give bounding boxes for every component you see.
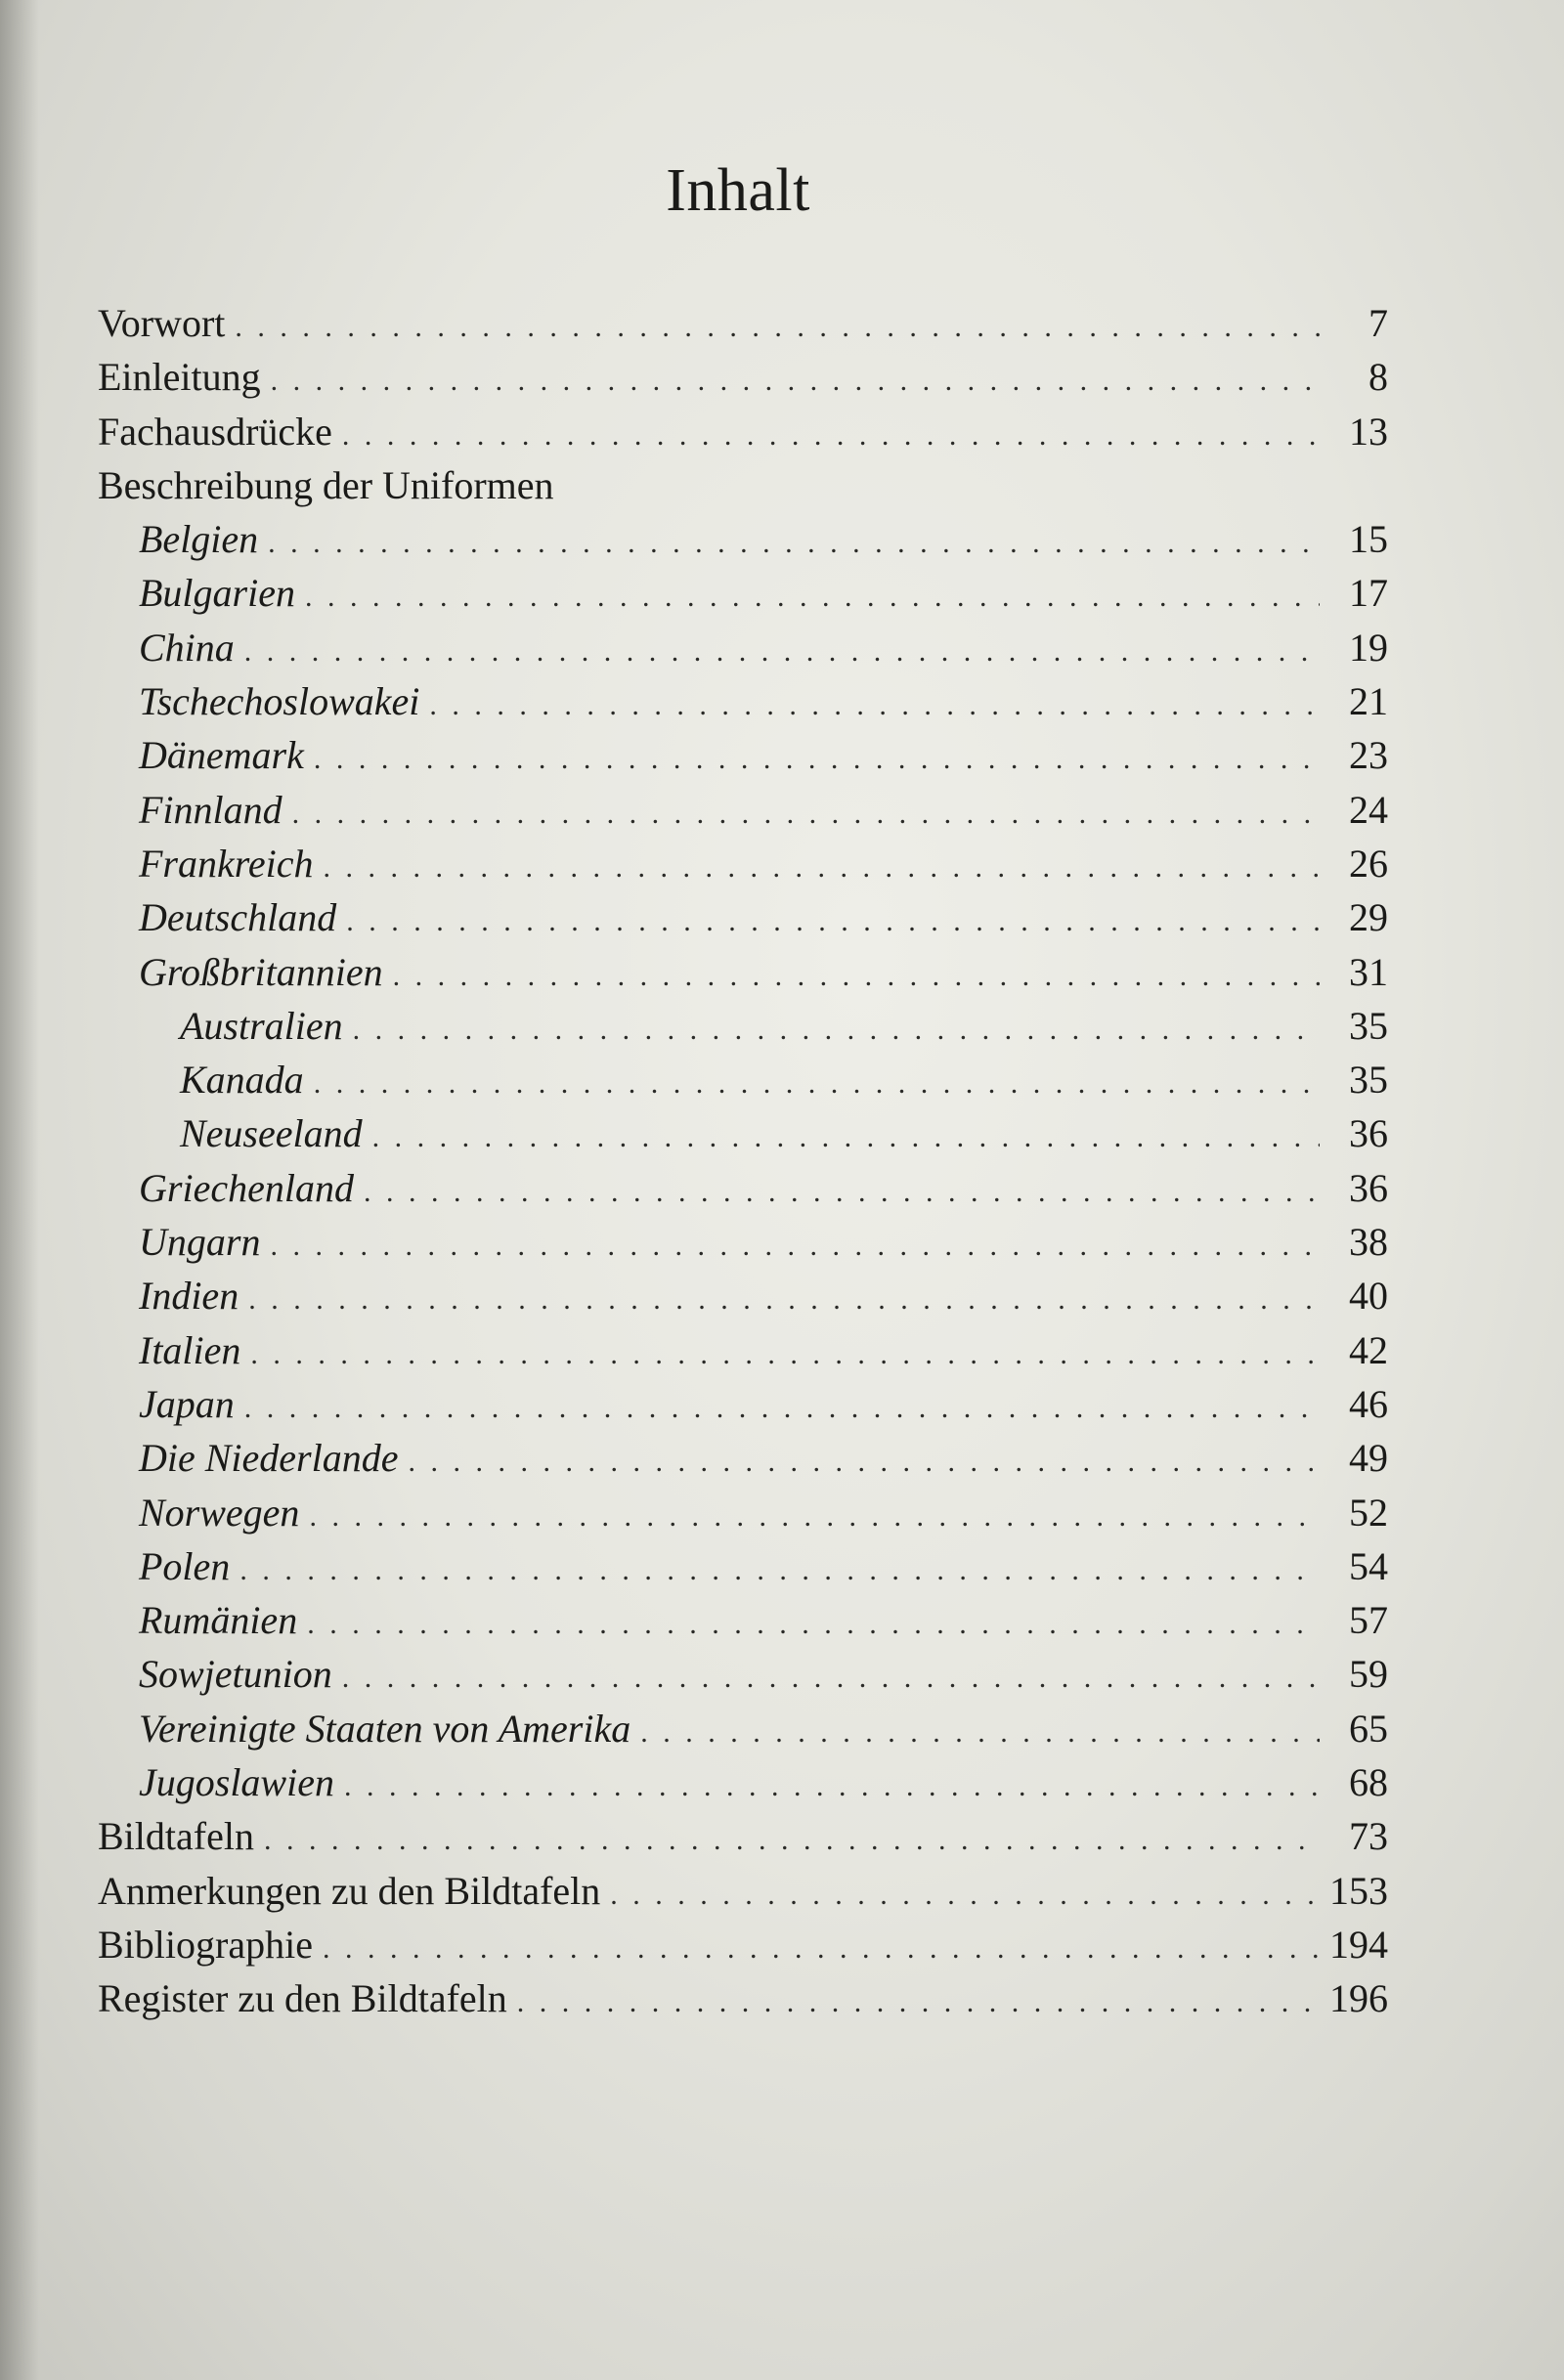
toc-entry-page-number: 59 bbox=[1349, 1652, 1388, 1697]
toc-entry bbox=[98, 999, 1388, 1053]
toc-entry-label: Register zu den Bildtafeln bbox=[98, 1976, 507, 2021]
dot-leader bbox=[393, 949, 1320, 1003]
toc-entry bbox=[98, 1755, 1388, 1809]
toc-entry bbox=[98, 1161, 1388, 1215]
toc-entry bbox=[98, 458, 1388, 512]
toc-entry bbox=[98, 783, 1388, 837]
toc-entry-page-number: 46 bbox=[1349, 1381, 1388, 1426]
toc-entry-page-number: 38 bbox=[1349, 1220, 1388, 1265]
toc-entry bbox=[98, 728, 1388, 782]
toc-entry-label: Die Niederlande bbox=[139, 1436, 399, 1481]
toc-entry bbox=[98, 1053, 1388, 1106]
toc-entry-page-number: 35 bbox=[1349, 1003, 1388, 1048]
toc-entry-label: Bildtafeln bbox=[98, 1814, 254, 1859]
toc-entry-page-number: 7 bbox=[1368, 301, 1388, 345]
dot-leader bbox=[250, 1327, 1320, 1381]
dot-leader bbox=[244, 625, 1320, 678]
toc-entry-label: Großbritannien bbox=[139, 949, 383, 994]
toc-entry-page-number: 29 bbox=[1349, 895, 1388, 940]
dot-leader bbox=[271, 354, 1320, 408]
toc-entry-label: China bbox=[139, 625, 235, 670]
toc-entry-label: Anmerkungen zu den Bildtafeln bbox=[98, 1868, 601, 1913]
toc-entry-label: Bibliographie bbox=[98, 1922, 313, 1967]
toc-entry-label: Indien bbox=[139, 1274, 239, 1319]
toc-entry bbox=[98, 890, 1388, 944]
dot-leader bbox=[342, 409, 1320, 462]
toc-entry bbox=[98, 1593, 1388, 1647]
toc-entry-page-number: 57 bbox=[1349, 1598, 1388, 1643]
toc-entry-label: Deutschland bbox=[139, 895, 337, 940]
toc-entry-page-number: 196 bbox=[1329, 1976, 1388, 2021]
toc-entry-label: Japan bbox=[139, 1381, 235, 1426]
dot-leader bbox=[323, 1922, 1320, 1975]
toc-entry-label: Einleitung bbox=[98, 355, 261, 400]
toc-entry-label: Bulgarien bbox=[139, 571, 295, 616]
toc-entry-page-number: 52 bbox=[1349, 1490, 1388, 1535]
toc-entry-label: Italien bbox=[139, 1327, 241, 1372]
dot-leader bbox=[314, 1057, 1320, 1110]
toc-entry-page-number: 73 bbox=[1349, 1814, 1388, 1859]
toc-entry-label: Kanada bbox=[180, 1058, 304, 1103]
dot-leader bbox=[372, 1110, 1320, 1164]
toc-entry-page-number: 49 bbox=[1349, 1436, 1388, 1481]
toc-entry bbox=[98, 1269, 1388, 1322]
dot-leader bbox=[323, 841, 1320, 894]
toc-entry bbox=[98, 405, 1388, 458]
toc-entry-page-number: 36 bbox=[1349, 1165, 1388, 1210]
toc-entry-label: Sowjetunion bbox=[139, 1652, 332, 1697]
toc-entry bbox=[98, 1323, 1388, 1377]
dot-leader bbox=[264, 1813, 1320, 1867]
toc-entry-page-number: 31 bbox=[1349, 949, 1388, 994]
toc-entry bbox=[98, 1971, 1388, 2025]
toc-entry-page-number: 8 bbox=[1368, 355, 1388, 400]
toc-entry bbox=[98, 1215, 1388, 1269]
dot-leader bbox=[270, 1219, 1320, 1273]
toc-entry bbox=[98, 1377, 1388, 1431]
dot-leader bbox=[239, 1543, 1320, 1597]
toc-entry bbox=[98, 945, 1388, 999]
dot-leader bbox=[268, 516, 1320, 570]
dot-leader bbox=[314, 732, 1320, 786]
toc-entry-page-number: 15 bbox=[1349, 517, 1388, 562]
toc-entry bbox=[98, 1486, 1388, 1539]
toc-entry bbox=[98, 1431, 1388, 1485]
toc-entry-label: Polen bbox=[139, 1543, 231, 1588]
toc-entry bbox=[98, 296, 1388, 350]
dot-leader bbox=[307, 1597, 1320, 1651]
toc-entry bbox=[98, 1539, 1388, 1593]
toc-entry-label: Finnland bbox=[139, 787, 282, 832]
toc-entry-label: Norwegen bbox=[139, 1490, 300, 1535]
dot-leader bbox=[429, 678, 1320, 732]
toc-entry-label: Ungarn bbox=[139, 1220, 261, 1265]
toc-entry-page-number: 17 bbox=[1349, 571, 1388, 616]
toc-entry-label: Vorwort bbox=[98, 301, 226, 345]
toc-entry-page-number: 21 bbox=[1349, 679, 1388, 724]
toc-entry bbox=[98, 1702, 1388, 1755]
toc-entry bbox=[98, 566, 1388, 620]
spine-shadow bbox=[0, 0, 39, 2380]
toc-entry-page-number: 54 bbox=[1349, 1543, 1388, 1588]
toc-entry-page-number: 19 bbox=[1349, 625, 1388, 670]
toc-entry bbox=[98, 1647, 1388, 1701]
table-of-contents bbox=[98, 296, 1388, 2026]
dot-leader bbox=[517, 1975, 1320, 2029]
toc-entry-page-number: 65 bbox=[1349, 1706, 1388, 1751]
dot-leader bbox=[344, 1759, 1320, 1813]
toc-entry-page-number: 35 bbox=[1349, 1058, 1388, 1103]
toc-entry-label: Frankreich bbox=[139, 841, 314, 886]
page-title: Inhalt bbox=[666, 156, 810, 224]
dot-leader bbox=[235, 300, 1320, 354]
toc-entry bbox=[98, 621, 1388, 674]
toc-entry-label: Australien bbox=[180, 1003, 343, 1048]
toc-entry-page-number: 68 bbox=[1349, 1760, 1388, 1805]
dot-leader bbox=[292, 787, 1320, 841]
toc-entry-label: Vereinigte Staaten von Amerika bbox=[139, 1706, 631, 1751]
toc-entry-label: Jugoslawien bbox=[139, 1760, 334, 1805]
toc-entry-label: Fachausdrücke bbox=[98, 409, 332, 454]
dot-leader bbox=[309, 1490, 1320, 1543]
toc-entry bbox=[98, 512, 1388, 566]
toc-entry bbox=[98, 674, 1388, 728]
toc-entry-page-number: 26 bbox=[1349, 841, 1388, 886]
toc-entry-page-number: 36 bbox=[1349, 1111, 1388, 1156]
toc-entry bbox=[98, 1918, 1388, 1971]
toc-entry-page-number: 23 bbox=[1349, 733, 1388, 778]
toc-entry-page-number: 42 bbox=[1349, 1327, 1388, 1372]
toc-entry-page-number: 13 bbox=[1349, 409, 1388, 454]
dot-leader bbox=[610, 1868, 1320, 1922]
toc-entry-label: Neuseeland bbox=[180, 1111, 363, 1156]
toc-entry-label: Beschreibung der Uniformen bbox=[98, 462, 554, 507]
toc-entry bbox=[98, 1106, 1388, 1160]
toc-entry-label: Tschechoslowakei bbox=[139, 679, 420, 724]
toc-entry-page-number: 153 bbox=[1329, 1868, 1388, 1913]
toc-entry-label: Belgien bbox=[139, 517, 259, 562]
dot-leader bbox=[640, 1706, 1320, 1759]
dot-leader bbox=[342, 1651, 1320, 1705]
dot-leader bbox=[346, 894, 1320, 948]
dot-leader bbox=[409, 1435, 1321, 1489]
toc-entry bbox=[98, 837, 1388, 890]
toc-entry-label: Rumänien bbox=[139, 1598, 298, 1643]
toc-entry bbox=[98, 350, 1388, 404]
toc-entry-page-number: 24 bbox=[1349, 787, 1388, 832]
dot-leader bbox=[248, 1273, 1320, 1326]
dot-leader bbox=[353, 1003, 1320, 1057]
dot-leader bbox=[305, 570, 1320, 624]
dot-leader bbox=[364, 1165, 1320, 1219]
toc-entry-label: Dänemark bbox=[139, 733, 304, 778]
dot-leader bbox=[244, 1381, 1320, 1435]
toc-entry-page-number: 194 bbox=[1329, 1922, 1388, 1967]
toc-entry bbox=[98, 1864, 1388, 1918]
toc-entry-page-number: 40 bbox=[1349, 1274, 1388, 1319]
toc-entry bbox=[98, 1809, 1388, 1863]
toc-entry-label: Griechenland bbox=[139, 1165, 354, 1210]
